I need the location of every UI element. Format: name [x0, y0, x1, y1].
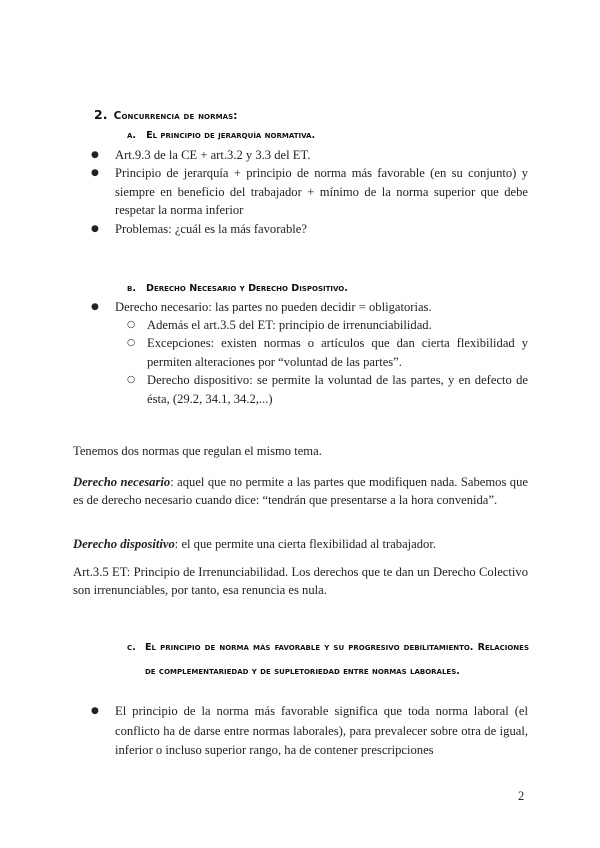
- list-item: ● El principio de la norma más favorable significa que toda norma laboral (el conflicto ha de darse entre normas laborales), para prevalecer sobre otra de igual, inferior o incluso superior rango, ha de contener prescripciones: [91, 702, 528, 761]
- list-c: [91, 702, 528, 761]
- subheading-b: [127, 280, 348, 298]
- definition-dispositivo: : el que permite una cierta flexibilidad al trabajador.: [174, 537, 437, 551]
- paragraph-intro: Tenemos dos normas que regulan el mismo tema.: [73, 444, 322, 458]
- paragraph-art35: Art.3.5 ET: Principio de Irrenunciabilidad. Los derechos que te dan un Derecho Colectivo son irrenunciables, por tanto, esa renuncia es nula.: [73, 565, 528, 598]
- subheading-b-letter: b.: [127, 283, 136, 294]
- list-a: [91, 146, 528, 238]
- list-item: ○ Derecho dispositivo: se permite la voluntad de las partes, y en defecto de ésta, (29.2, 34.1, 34.2,...): [127, 371, 528, 408]
- list-item: ○ Excepciones: existen normas o artículos que dan cierta flexibilidad y permiten alteraciones por “voluntad de las partes”.: [127, 334, 528, 371]
- subheading-b-title: Derecho Necesario y Derecho Dispositivo.: [145, 283, 348, 294]
- subheading-a: [127, 127, 315, 145]
- subheading-a-letter: a.: [127, 130, 137, 141]
- sublist-b: [127, 316, 528, 408]
- section-title: Concurrencia de normas:: [113, 110, 238, 122]
- subheading-a-title: El principio de jerarquía normativa.: [146, 130, 316, 141]
- list-item: ○ Además el art.3.5 del ET: principio de irrenunciabilidad.: [127, 316, 528, 334]
- subheading-c-letter: c.: [127, 642, 136, 653]
- list-item: ● Derecho necesario: las partes no pueden decidir = obligatorias.: [91, 298, 528, 316]
- section-number: 2.: [94, 107, 108, 122]
- list-item: ● Art.9.3 de la CE + art.3.2 y 3.3 del ET.: [91, 146, 528, 164]
- list-b: [91, 298, 528, 316]
- section-heading: [94, 106, 238, 125]
- paragraph-necesario: [73, 473, 528, 510]
- term-dispositivo: Derecho dispositivo: [73, 537, 175, 551]
- list-item: ● Principio de jerarquía + principio de norma más favorable (en su conjunto) y siempre en beneficio del trabajador + mínimo de la norma superior que debe respetar la norma inferior: [91, 164, 528, 219]
- page-number: 2: [518, 789, 525, 803]
- term-necesario: Derecho necesario: [73, 475, 171, 489]
- paragraph-dispositivo: [73, 535, 528, 553]
- definition-necesario: : aquel que no permite a las partes que modifiquen nada. Sabemos que es de derecho necesario cuando dice: “tendrán que presentarse a la hora convenida”.: [73, 475, 528, 508]
- subheading-c-title: El principio de norma más favorable y su progresivo debilitamiento. Relaciones de complementariedad y de supletoriedad entre normas laborales.: [145, 642, 529, 677]
- list-item: ● Problemas: ¿cuál es la más favorable?: [91, 220, 528, 238]
